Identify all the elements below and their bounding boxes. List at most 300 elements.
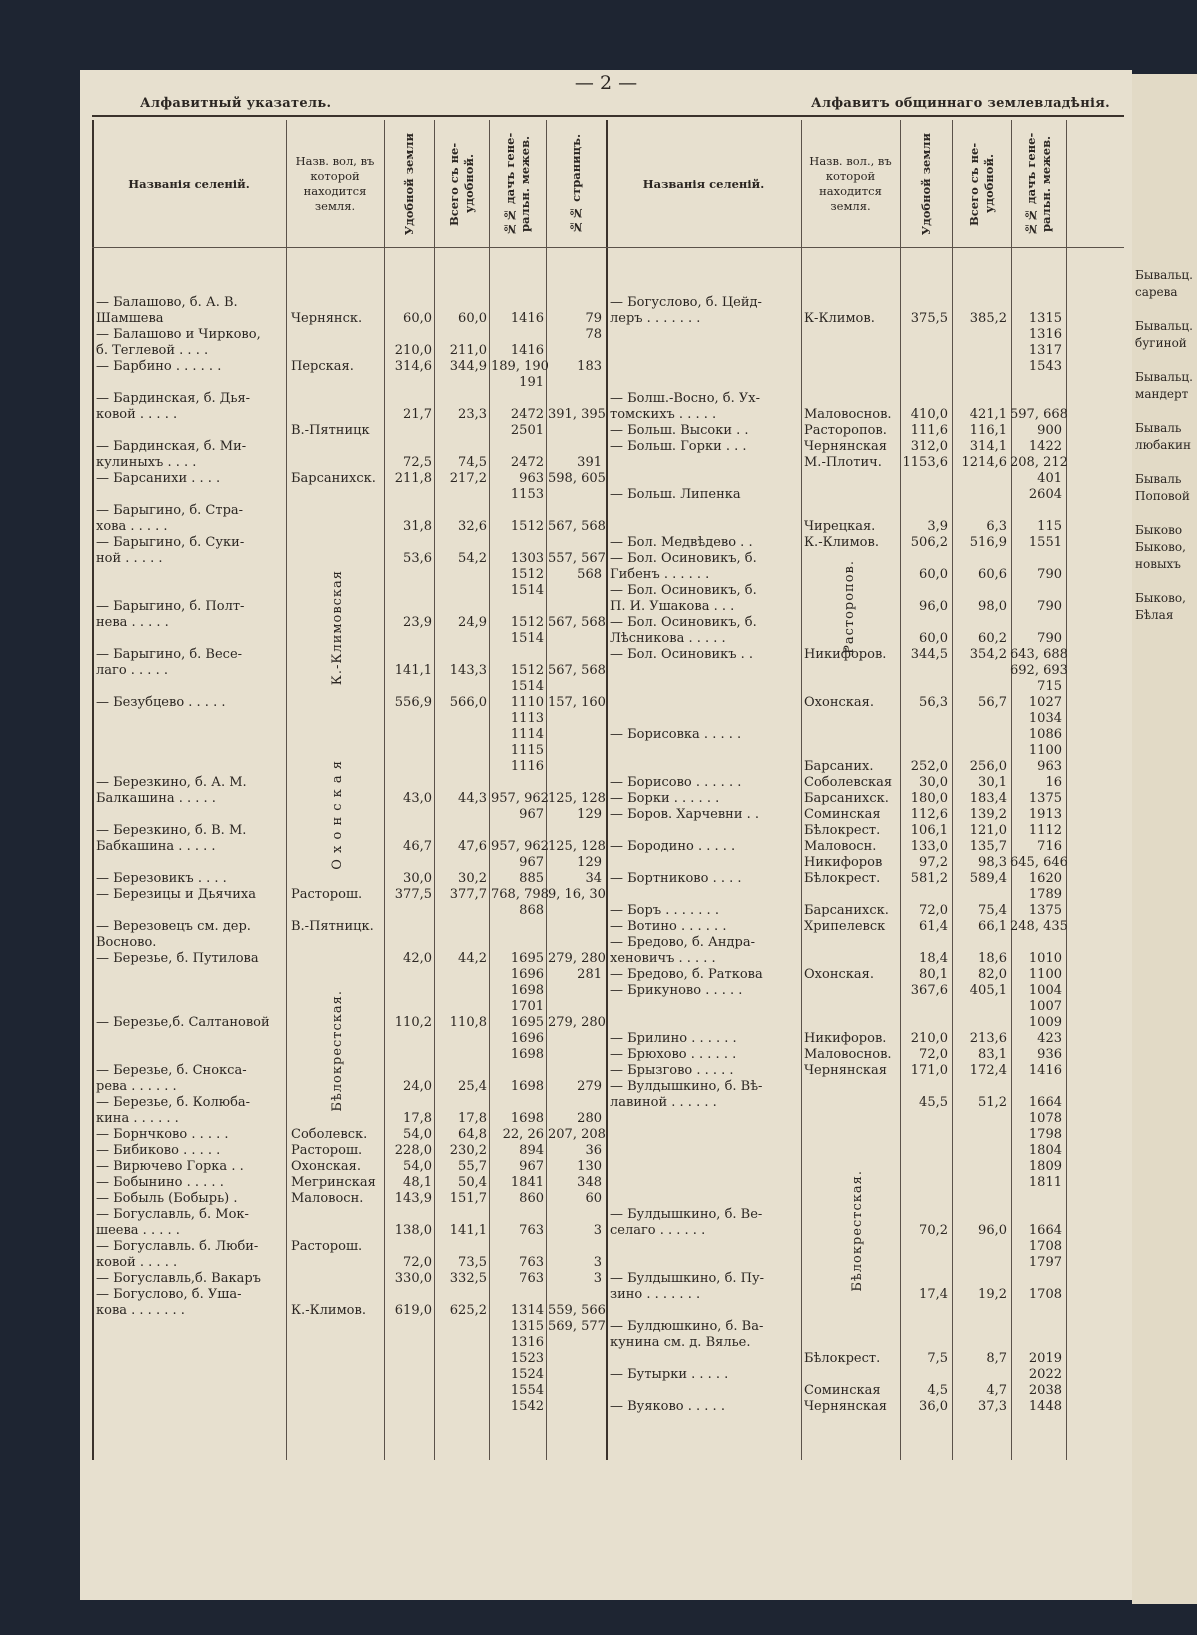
total-land: 143,3 [449,663,487,678]
dacha-numbers: 2022 [1028,1367,1062,1382]
volost-name: В.-Пятницк [291,423,370,438]
table-row [96,919,604,935]
village-name: — Бибиково . . . . . [96,1143,221,1158]
table-middle-divider [606,120,608,1460]
village-name: — Березкино, б. А. М. [96,775,247,790]
village-name: лавиной . . . . . . [610,1095,717,1110]
dacha-numbers: 1554 [510,1383,544,1398]
table-row [96,743,604,759]
table-row [96,983,604,999]
dacha-numbers: 2038 [1028,1383,1062,1398]
total-land: 44,3 [458,791,487,806]
table-row [610,1063,1130,1079]
table-row [96,471,604,487]
dacha-numbers: 1316 [510,1335,544,1350]
dacha-numbers: 1695 [510,1015,544,1030]
table-row [610,439,1130,455]
table-row [610,711,1130,727]
page-refs: 598, 605 [548,471,606,486]
table-row [610,951,1130,967]
total-land: 47,6 [458,839,487,854]
dacha-numbers: 248, 435 [1010,919,1068,934]
total-land: 354,2 [969,647,1007,662]
col-header-dachi: №№ дачъ гене-ральн. межев. [502,132,532,236]
table-row [610,823,1130,839]
volost-name: Расторош. [291,887,363,902]
total-land: 98,3 [978,855,1007,870]
volost-name: Маловоснов. [804,1047,892,1062]
village-name: ковой . . . . . [96,1255,178,1270]
table-row [610,519,1130,535]
volost-name: Охонская. [804,695,874,710]
table-row [96,615,604,631]
table-row [96,1271,604,1287]
village-name: кулиныхъ . . . . [96,455,197,470]
volost-name: Никифоров. [804,647,887,662]
total-land: 213,6 [969,1031,1007,1046]
dacha-numbers: 1115 [510,743,544,758]
page-refs: 78 [585,327,602,342]
dacha-numbers: 1698 [510,1111,544,1126]
col-header-volost: Назв. вол, въ которой находится земля. [295,154,375,213]
page-refs: 280 [577,1111,602,1126]
village-name: — Вирючево Горка . . [96,1159,244,1174]
edge-line: Бѣлая [1135,608,1174,622]
col-header-name-right: Названія селеній. [642,176,765,191]
dacha-numbers: 1797 [1028,1255,1062,1270]
village-name: Гибенъ . . . . . . [610,567,710,582]
dacha-numbers: 1316 [1028,327,1062,342]
total-land: 74,5 [458,455,487,470]
table-row [610,807,1130,823]
total-land: 8,7 [986,1351,1007,1366]
village-name: — Бутырки . . . . . [610,1367,729,1382]
table-row [610,1223,1130,1239]
col-header-total: Всего съ не-удобной. [446,142,476,226]
dacha-numbers: 1620 [1028,871,1062,886]
dacha-numbers: 1027 [1028,695,1062,710]
table-row [610,1383,1130,1399]
table-row [610,775,1130,791]
table-row [96,1319,604,1335]
left-table-body [96,295,604,1415]
dacha-numbers: 894 [519,1143,544,1158]
volost-name: Барсанихск. [804,791,889,806]
dacha-numbers: 963 [519,471,544,486]
volost-name: Никифоров. [804,1031,887,1046]
usable-land: 330,0 [394,1271,432,1286]
dacha-numbers: 716 [1037,839,1062,854]
page-refs: 3 [593,1255,602,1270]
col-header-name: Названія селеній. [128,176,250,191]
village-name: — Борнчково . . . . . [96,1127,229,1142]
table-row [96,775,604,791]
dacha-numbers: 868 [519,903,544,918]
table-row [96,327,604,343]
table-row [610,647,1130,663]
header-rule [92,247,1124,248]
page-refs: 567, 568 [548,615,606,630]
usable-land: 210,0 [910,1031,948,1046]
page-refs: 279, 280 [548,1015,606,1030]
table-row [96,599,604,615]
usable-land: 42,0 [403,951,432,966]
table-row [610,1335,1130,1351]
village-name: — Балашово, б. А. В. [96,295,238,310]
page-refs: 391, 395 [548,407,606,422]
total-land: 141,1 [449,1223,487,1238]
group-label-belokrestskaya: Бѣлокрестская. [330,990,345,1112]
table-row [96,1287,604,1303]
dacha-numbers: 1841 [510,1175,544,1190]
col-header-usable: Удобной земли [401,132,416,236]
table-row [610,295,1130,311]
village-name: — Брикуново . . . . . [610,983,743,998]
next-page-edge [1132,74,1197,1604]
total-land: 98,0 [978,599,1007,614]
total-land: 110,8 [449,1015,487,1030]
village-name: хова . . . . . [96,519,168,534]
table-row [610,567,1130,583]
volost-name: К-Климов. [804,311,875,326]
edge-line: Быково [1135,523,1183,537]
table-row [96,551,604,567]
village-name: — Бардинская, б. Дья- [96,391,251,406]
dacha-numbers: 1514 [510,631,544,646]
dacha-numbers: 16 [1045,775,1062,790]
dacha-numbers: 1112 [1028,823,1062,838]
total-land: 64,8 [458,1127,487,1142]
village-name: — Бардинская, б. Ми- [96,439,247,454]
village-name: — Богуславль, б. Мок- [96,1207,249,1222]
village-name: лаго . . . . . [96,663,168,678]
dacha-numbers: 1317 [1028,343,1062,358]
volost-name: Маловосн. [291,1191,364,1206]
table-row [96,855,604,871]
table-row [96,903,604,919]
volost-name: Чернянская [804,1063,887,1078]
table-row [96,1303,604,1319]
dacha-numbers: 790 [1037,599,1062,614]
usable-land: 506,2 [910,535,948,550]
village-name: — Боръ . . . . . . . [610,903,719,918]
dacha-numbers: 1701 [510,999,544,1014]
top-rule [92,115,1124,117]
table-row [96,823,604,839]
dacha-numbers: 1315 [510,1319,544,1334]
volost-name: Расторопов. [804,423,887,438]
table-row [96,1127,604,1143]
dacha-numbers: 860 [519,1191,544,1206]
table-row [610,999,1130,1015]
usable-land: 180,0 [910,791,948,806]
page-refs: 36 [585,1143,602,1158]
table-row [610,759,1130,775]
village-name: — Богуслово, б. Цейд- [610,295,762,310]
table-row [96,1223,604,1239]
volost-name: Бѣлокрест. [804,823,881,838]
volost-name: Чернянск. [291,311,363,326]
dacha-numbers: 1375 [1028,791,1062,806]
table-row [96,1143,604,1159]
total-land: 172,4 [969,1063,1007,1078]
usable-land: 72,0 [919,1047,948,1062]
usable-land: 110,2 [394,1015,432,1030]
table-row [610,407,1130,423]
volost-name: Чирецкая. [804,519,876,534]
usable-land: 36,0 [919,1399,948,1414]
village-name: — Бол. Осиновикъ . . [610,647,754,662]
village-name: томскихъ . . . . . [610,407,717,422]
village-name: — Березье,б. Салтановой [96,1015,270,1030]
usable-land: 30,0 [919,775,948,790]
table-row [610,1095,1130,1111]
total-land: 385,2 [969,311,1007,326]
village-name: — Бол. Осиновикъ, б. [610,615,757,630]
volost-name: М.-Плотич. [804,455,882,470]
usable-land: 30,0 [403,871,432,886]
dacha-numbers: 1078 [1028,1111,1062,1126]
village-name: — Болш.-Восно, б. Ух- [610,391,761,406]
usable-land: 4,5 [927,1383,948,1398]
table-row [610,855,1130,871]
edge-line: бугиной [1135,336,1187,350]
dacha-numbers: 1696 [510,1031,544,1046]
dacha-numbers: 1664 [1028,1223,1062,1238]
page-refs: 9, 16, 30 [548,887,606,902]
usable-land: 111,6 [910,423,948,438]
dacha-numbers: 643, 688 [1010,647,1068,662]
village-name: — Вуяково . . . . . [610,1399,725,1414]
usable-land: 377,5 [394,887,432,902]
table-row [96,343,604,359]
dacha-numbers: 1416 [1028,1063,1062,1078]
page-refs: 567, 568 [548,519,606,534]
dacha-numbers: 2604 [1028,487,1062,502]
usable-land: 80,1 [919,967,948,982]
page-refs: 569, 577 [548,1319,606,1334]
table-row [96,791,604,807]
table-row [96,359,604,375]
dacha-numbers: 597, 668 [1010,407,1068,422]
usable-land: 312,0 [910,439,948,454]
table-row [610,535,1130,551]
page-refs: 567, 568 [548,663,606,678]
village-name: — Богуслово, б. Ушa- [96,1287,242,1302]
table-row [610,343,1130,359]
dacha-numbers: 957, 962 [491,839,549,854]
village-name: — Верезовецъ см. дер. [96,919,251,934]
usable-land: 96,0 [919,599,948,614]
usable-land: 581,2 [910,871,948,886]
dacha-numbers: 900 [1037,423,1062,438]
dacha-numbers: 1514 [510,583,544,598]
table-row [610,391,1130,407]
col-header-total-right: Всего съ не-удобной. [966,142,996,226]
table-row [610,375,1130,391]
total-land: 256,0 [969,759,1007,774]
page-refs: 130 [577,1159,602,1174]
village-name: — Бобынино . . . . . [96,1175,224,1190]
table-row [610,423,1130,439]
table-row [610,871,1130,887]
dacha-numbers: 189, 190 [491,359,549,374]
table-row [610,455,1130,471]
usable-land: 3,9 [927,519,948,534]
total-land: 23,3 [458,407,487,422]
volost-name: Расторош. [291,1239,363,1254]
total-land: 50,4 [458,1175,487,1190]
total-land: 17,8 [458,1111,487,1126]
usable-land: 17,4 [919,1287,948,1302]
table-row [610,743,1130,759]
table-border-left [92,120,94,1460]
page-refs: 3 [593,1223,602,1238]
usable-land: 133,0 [910,839,948,854]
usable-land: 72,0 [403,1255,432,1270]
table-row [96,999,604,1015]
edge-line: Быково, [1135,591,1186,605]
village-name: — Барыгино, б. Стра- [96,503,244,518]
table-row [610,359,1130,375]
group-label-belokrestskaya-right: Бѣлокрестская. [850,1170,865,1292]
dacha-numbers: 1100 [1028,743,1062,758]
table-row [96,1175,604,1191]
dacha-numbers: 967 [519,855,544,870]
village-name: шеева . . . . . [96,1223,180,1238]
table-row [96,583,604,599]
dacha-numbers: 936 [1037,1047,1062,1062]
total-land: 54,2 [458,551,487,566]
table-row [96,967,604,983]
total-land: 60,6 [978,567,1007,582]
table-row [610,1287,1130,1303]
total-land: 75,4 [978,903,1007,918]
volost-name: Охонская. [804,967,874,982]
table-row [610,695,1130,711]
running-header-left: Алфавитный указатель. [140,96,332,111]
page-refs: 279, 280 [548,951,606,966]
table-row [96,1207,604,1223]
usable-land: 46,7 [403,839,432,854]
village-name: Лѣсникова . . . . . [610,631,726,646]
usable-land: 344,5 [910,647,948,662]
dacha-numbers: 967 [519,807,544,822]
table-row [96,1047,604,1063]
dacha-numbers: 1086 [1028,727,1062,742]
group-label-rastoropov: Расторопов. [842,560,857,654]
volost-name: В.-Пятницк. [291,919,374,934]
table-row [96,711,604,727]
dacha-numbers: 22, 26 [502,1127,544,1142]
dacha-numbers: 790 [1037,631,1062,646]
table-row [610,1143,1130,1159]
dacha-numbers: 1422 [1028,439,1062,454]
edge-line: сарева [1135,285,1178,299]
table-row [96,727,604,743]
table-row [96,567,604,583]
table-row [96,1255,604,1271]
volost-name: Мегринская [291,1175,376,1190]
total-land: 211,0 [449,343,487,358]
total-land: 73,5 [458,1255,487,1270]
village-name: — Барыгино, б. Полт- [96,599,245,614]
dacha-numbers: 1100 [1028,967,1062,982]
total-land: 314,1 [969,439,1007,454]
usable-land: 112,6 [910,807,948,822]
table-row [610,727,1130,743]
dacha-numbers: 423 [1037,1031,1062,1046]
volost-name: Барсанихск. [291,471,376,486]
table-row [610,503,1130,519]
dacha-numbers: 1448 [1028,1399,1062,1414]
table-row [610,919,1130,935]
table-row [96,1239,604,1255]
table-row [610,471,1130,487]
total-land: 332,5 [449,1271,487,1286]
total-land: 139,2 [969,807,1007,822]
village-name: — Булдышкино, б. Ве- [610,1207,763,1222]
table-row [610,1367,1130,1383]
usable-land: 23,9 [403,615,432,630]
edge-line: Бываль [1135,472,1182,486]
village-name: — Брюхово . . . . . . [610,1047,737,1062]
table-row [610,1015,1130,1031]
total-land: 116,1 [969,423,1007,438]
usable-land: 211,8 [394,471,432,486]
dacha-numbers: 1114 [510,727,544,742]
village-name: — Бортниково . . . . [610,871,742,886]
dacha-numbers: 2472 [510,407,544,422]
table-row [610,1271,1130,1287]
table-row [610,663,1130,679]
dacha-numbers: 790 [1037,567,1062,582]
usable-land: 18,4 [919,951,948,966]
usable-land: 43,0 [403,791,432,806]
table-row [96,1383,604,1399]
table-row [96,535,604,551]
total-land: 421,1 [969,407,1007,422]
col-header-volost-right: Назв. вол., въ которой находится земля. [809,154,892,213]
page-refs: 559, 566 [548,1303,606,1318]
village-name: П. И. Ушакова . . . [610,599,735,614]
table-row [610,1079,1130,1095]
page-refs: 391 [577,455,602,470]
village-name: — Безубцево . . . . . [96,695,226,710]
dacha-numbers: 1524 [510,1367,544,1382]
volost-name: Бѣлокрест. [804,1351,881,1366]
table-row [96,1015,604,1031]
usable-land: 60,0 [919,567,948,582]
table-row [96,1095,604,1111]
dacha-numbers: 1695 [510,951,544,966]
dacha-numbers: 1708 [1028,1239,1062,1254]
total-land: 30,2 [458,871,487,886]
volost-name: К.-Климов. [804,535,879,550]
dacha-numbers: 1512 [510,519,544,534]
village-name: — Березовикъ . . . . [96,871,227,886]
volost-name: Барсаних. [804,759,874,774]
col-header-dachi-right: №№ дачъ гене-ральн. межев. [1023,132,1053,236]
village-name: — Березье, б. Колюба- [96,1095,251,1110]
village-name: зино . . . . . . . [610,1287,701,1302]
total-land: 405,1 [969,983,1007,998]
village-name: — Брызгово . . . . . [610,1063,734,1078]
dacha-numbers: 1514 [510,679,544,694]
village-name: — Булдышкино, б. Пу- [610,1271,765,1286]
total-land: 56,7 [978,695,1007,710]
usable-land: 7,5 [927,1351,948,1366]
